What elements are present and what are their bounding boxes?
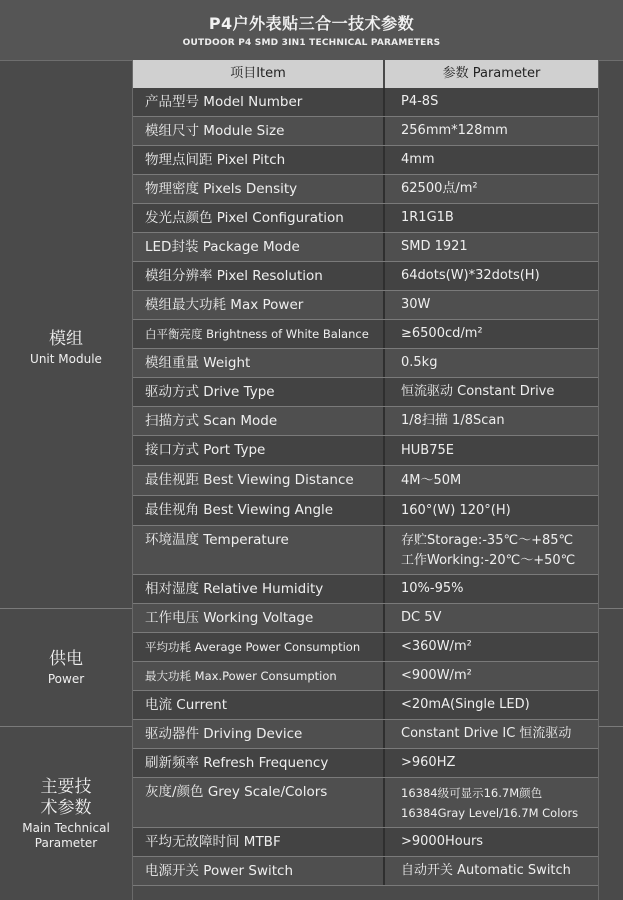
table-row: [133, 88, 598, 117]
page-title: P4户外表贴三合一技术参数: [208, 14, 415, 33]
column-divider: [383, 88, 385, 116]
table-row: [133, 349, 598, 378]
parameter-name: 驱动器件 Driving Device: [145, 726, 303, 742]
parameter-name: 扫描方式 Scan Mode: [145, 413, 278, 429]
column-divider: [383, 662, 385, 690]
parameter-name: 模组尺寸 Module Size: [145, 123, 285, 139]
column-divider: [383, 262, 385, 290]
table-row: [133, 857, 598, 886]
parameter-value: <900W/m²: [401, 668, 472, 683]
table-row: [133, 720, 598, 749]
parameter-value: 16384级可显示16.7M颜色 16384Gray Level/16.7M Colors: [401, 786, 579, 820]
group-label-zh: 供电: [49, 648, 83, 669]
parameter-name: 刷新频率 Refresh Frequency: [145, 755, 329, 771]
column-divider: [383, 633, 385, 661]
parameter-value: <360W/m²: [401, 639, 472, 654]
parameter-name: 最大功耗 Max.Power Consumption: [145, 669, 337, 683]
parameter-value: SMD 1921: [401, 239, 468, 254]
table-row: [133, 662, 598, 691]
group-label-zh: 主要技 术参数: [40, 776, 92, 818]
header: [0, 0, 623, 61]
parameter-name: 平均无故障时间 MTBF: [145, 834, 281, 850]
parameter-value: DC 5V: [401, 610, 442, 625]
parameter-value: 62500点/m²: [401, 181, 478, 196]
column-divider: [383, 146, 385, 174]
table-row: [133, 828, 598, 857]
parameter-name: 模组分辨率 Pixel Resolution: [145, 268, 323, 284]
parameter-value: 256mm*128mm: [401, 123, 508, 138]
table-row: [133, 320, 598, 349]
parameter-name: 模组重量 Weight: [145, 355, 251, 371]
column-divider: [383, 436, 385, 465]
column-header-parameter: 参数 Parameter: [442, 66, 541, 81]
group-power: [0, 609, 132, 726]
parameter-name: 电源开关 Power Switch: [145, 863, 294, 879]
parameter-name: 最佳视角 Best Viewing Angle: [145, 502, 334, 518]
parameter-name: 相对湿度 Relative Humidity: [145, 581, 324, 597]
table-row: [133, 691, 598, 720]
table-row: [133, 262, 598, 291]
parameter-name: 白平衡亮度 Brightness of White Balance: [145, 327, 369, 341]
parameter-value: 1/8扫描 1/8Scan: [401, 413, 505, 428]
parameter-value: HUB75E: [401, 443, 454, 458]
group-main-technical: [0, 727, 132, 900]
table-row: [133, 204, 598, 233]
parameter-name: 电流 Current: [145, 697, 227, 713]
column-divider: [383, 175, 385, 203]
column-divider: [383, 720, 385, 748]
column-header-item: 项目Item: [230, 66, 286, 81]
column-divider: [383, 575, 385, 603]
parameter-name: 模组最大功耗 Max Power: [145, 297, 304, 313]
parameter-value: <20mA(Single LED): [401, 697, 530, 712]
parameter-value: 160°(W) 120°(H): [401, 503, 511, 518]
parameter-table: [133, 88, 598, 886]
parameter-value: >9000Hours: [401, 834, 484, 849]
parameter-value: 64dots(W)*32dots(H): [401, 268, 540, 283]
column-divider: [383, 828, 385, 856]
column-divider: [383, 349, 385, 377]
group-label-en: Main Technical Parameter: [22, 820, 110, 850]
column-divider: [383, 320, 385, 348]
column-divider: [383, 778, 385, 827]
column-divider: [383, 233, 385, 261]
column-divider: [383, 691, 385, 719]
parameter-value: 0.5kg: [401, 355, 438, 370]
parameter-name: 接口方式 Port Type: [145, 442, 266, 458]
column-divider: [383, 407, 385, 435]
parameter-value: 存贮Storage:-35℃～+85℃ 工作Working:-20℃～+50℃: [401, 533, 576, 568]
column-divider: [383, 291, 385, 319]
parameter-name: 驱动方式 Drive Type: [145, 384, 275, 400]
parameter-value: ≥6500cd/m²: [401, 326, 483, 341]
parameter-name: 产品型号 Model Number: [145, 94, 303, 110]
parameter-value: 4mm: [401, 152, 435, 167]
page-subtitle: OUTDOOR P4 SMD 3IN1 TECHNICAL PARAMETERS: [182, 38, 441, 48]
table-row: [133, 496, 598, 526]
parameter-value: 恒流驱动 Constant Drive: [401, 384, 555, 399]
column-divider: [383, 496, 385, 525]
table-row: [133, 146, 598, 175]
parameter-name: 物理密度 Pixels Density: [145, 181, 298, 197]
table-row: [133, 633, 598, 662]
column-divider: [383, 857, 385, 885]
column-divider: [383, 526, 385, 574]
column-divider: [383, 604, 385, 632]
table-row: [133, 233, 598, 262]
parameter-name: 平均功耗 Average Power Consumption: [145, 640, 361, 654]
parameter-value: 4M～50M: [401, 473, 462, 488]
parameter-name: 发光点颜色 Pixel Configuration: [145, 210, 344, 226]
parameter-name: 环境温度 Temperature: [145, 532, 289, 548]
parameter-value: Constant Drive IC 恒流驱动: [401, 726, 572, 741]
table-row: [133, 749, 598, 778]
table-row: [133, 604, 598, 633]
table-row: [133, 407, 598, 436]
table-row: [133, 526, 598, 575]
column-divider: [383, 117, 385, 145]
group-label-zh: 模组: [49, 329, 83, 349]
parameter-name: 灰度/颜色 Grey Scale/Colors: [145, 784, 328, 800]
parameter-name: 物理点间距 Pixel Pitch: [145, 152, 286, 168]
table-row: [133, 378, 598, 407]
group-label-en: Power: [47, 671, 85, 686]
parameter-value: 1R1G1B: [401, 210, 454, 225]
group-label-en: Unit Module: [30, 352, 102, 366]
table-row: [133, 436, 598, 466]
table-header: [133, 60, 598, 88]
table-row: [133, 575, 598, 604]
parameter-value: P4-8S: [401, 94, 439, 109]
parameter-name: 工作电压 Working Voltage: [145, 610, 314, 626]
parameter-name: LED封装 Package Mode: [145, 239, 300, 255]
column-divider: [383, 466, 385, 495]
column-divider: [383, 378, 385, 406]
parameter-value: >960HZ: [401, 755, 456, 770]
parameter-name: 最佳视距 Best Viewing Distance: [145, 472, 354, 488]
column-divider: [383, 204, 385, 232]
table-row: [133, 117, 598, 146]
table-row: [133, 291, 598, 320]
column-divider: [383, 749, 385, 777]
table-row: [133, 175, 598, 204]
parameter-value: 30W: [401, 297, 431, 312]
group-unit-module: [0, 88, 132, 608]
parameter-value: 10%-95%: [401, 581, 464, 596]
table-row: [133, 466, 598, 496]
parameter-value: 自动开关 Automatic Switch: [401, 863, 571, 878]
table-row: [133, 778, 598, 828]
